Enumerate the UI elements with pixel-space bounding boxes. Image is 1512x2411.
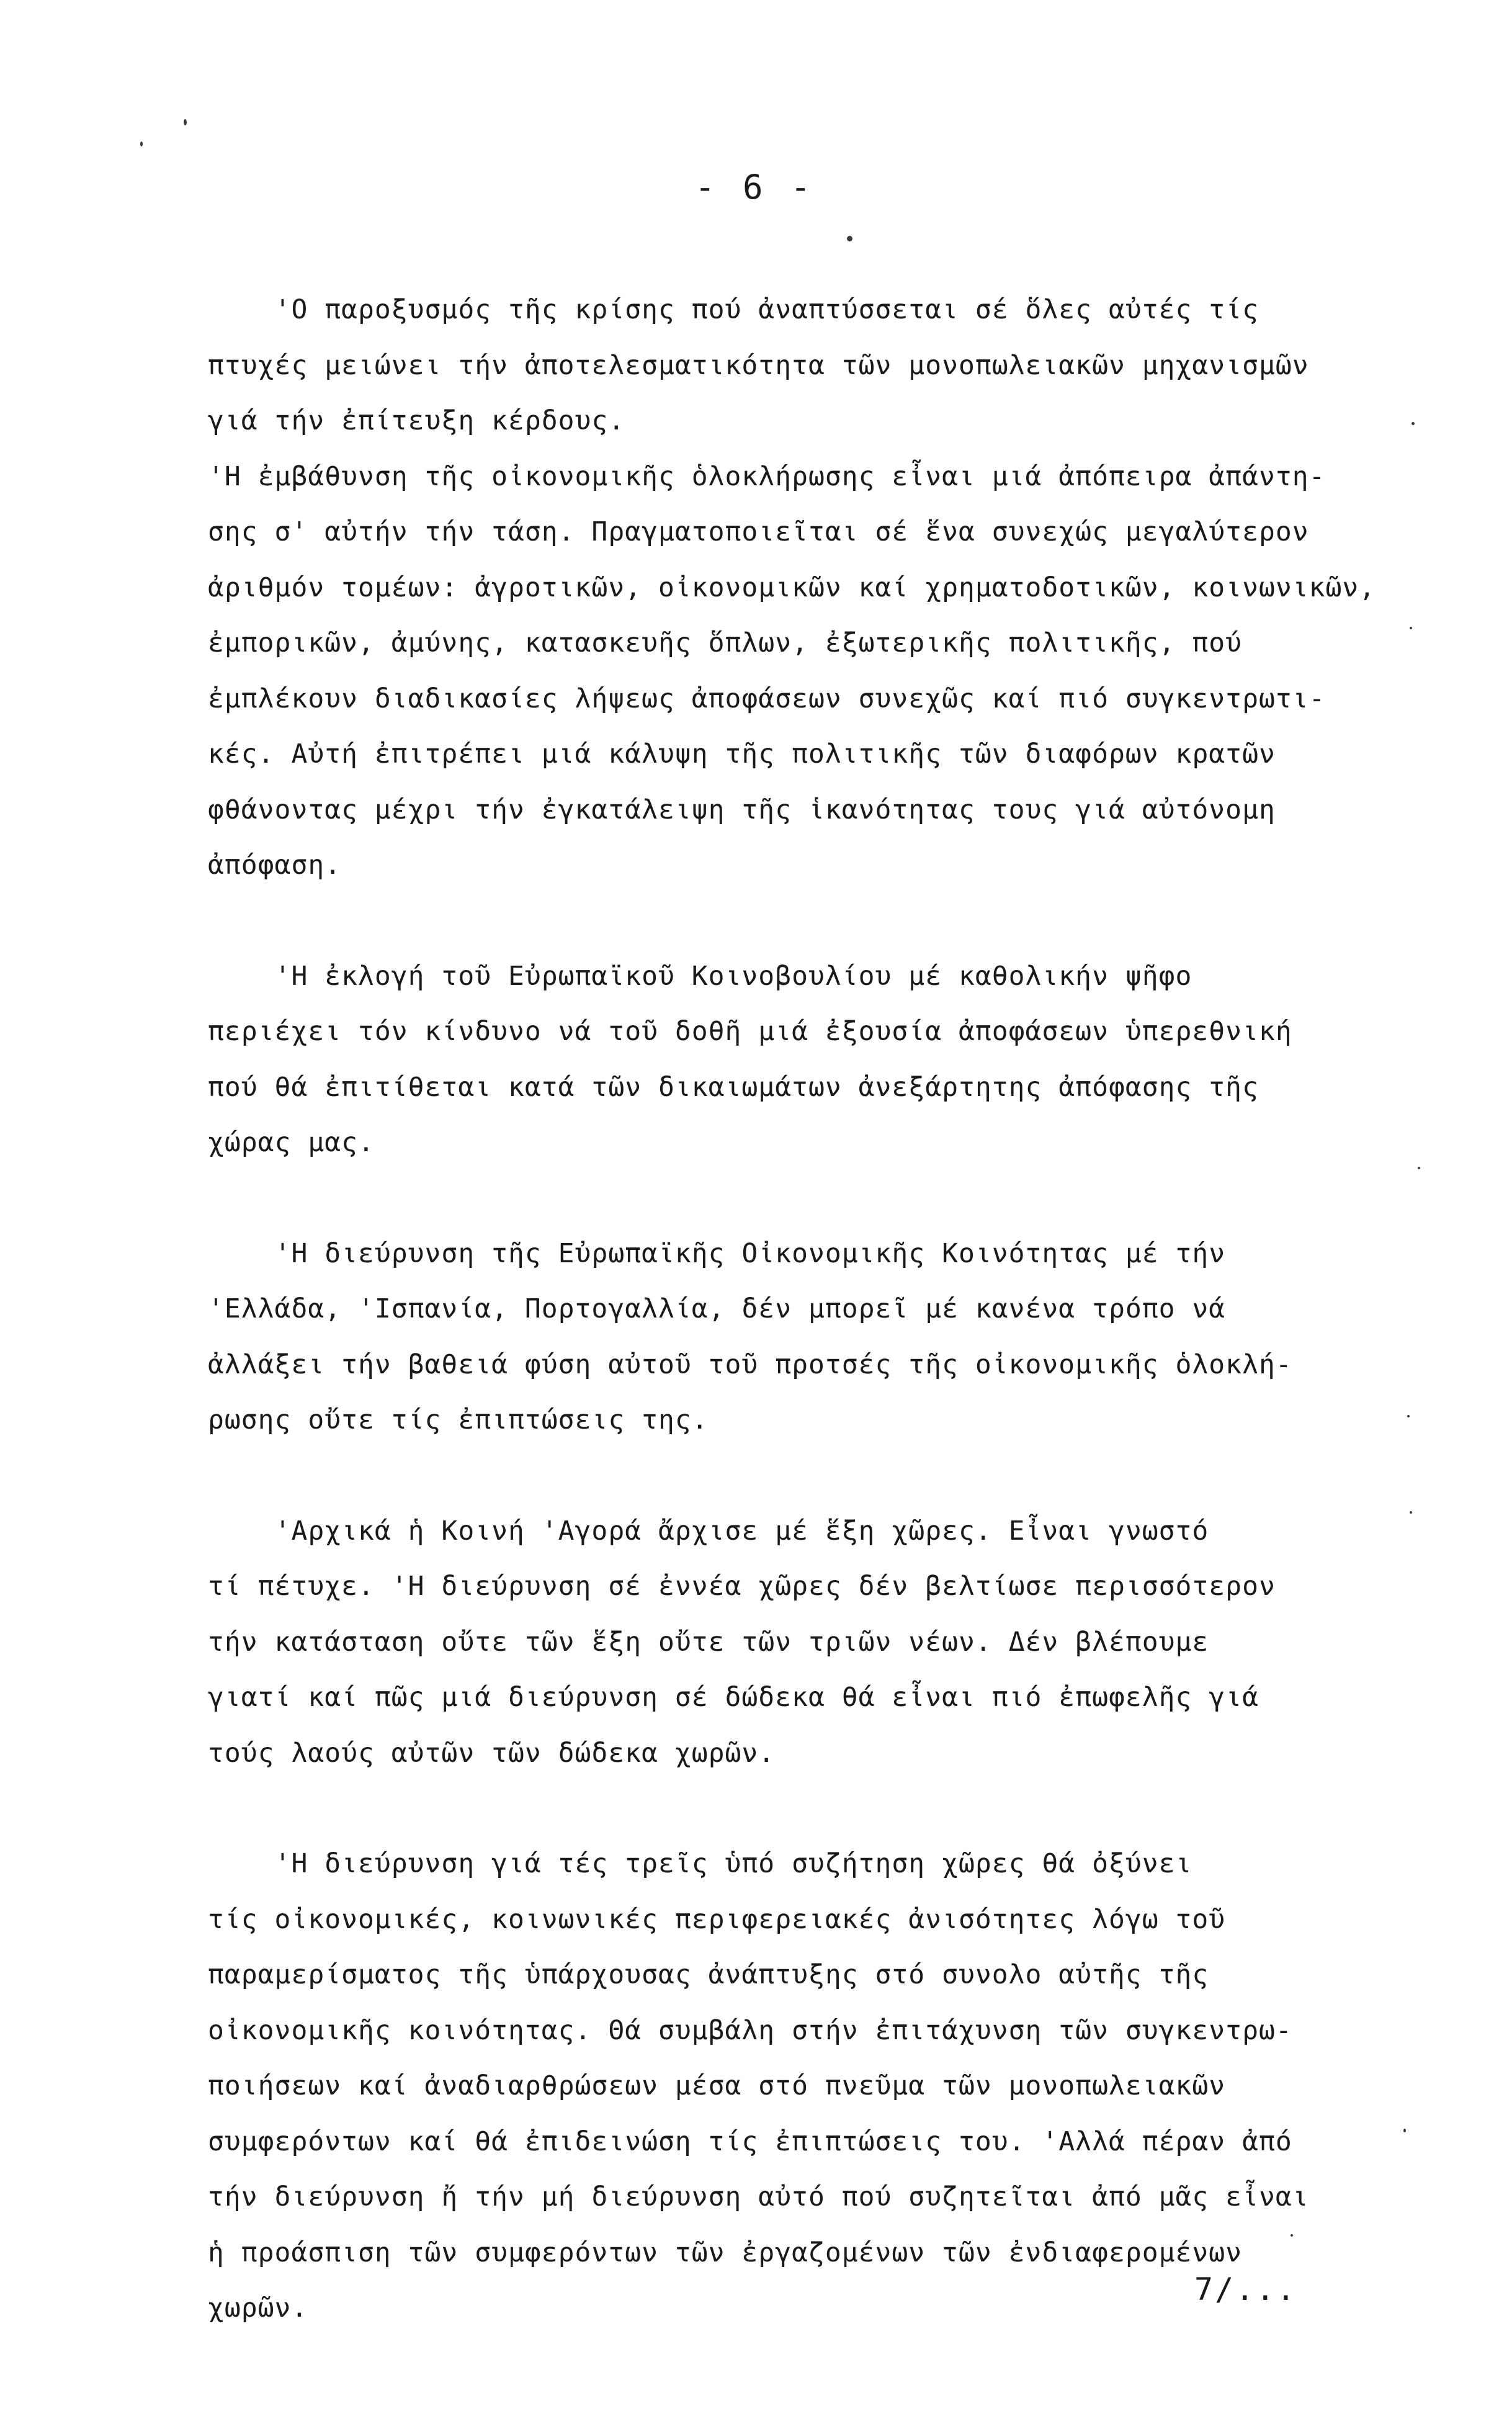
scan-speck	[847, 236, 852, 241]
scan-speck	[1418, 1167, 1420, 1169]
text-line: ἀπόφαση.	[208, 850, 342, 881]
paragraph-crisis	[208, 282, 1424, 894]
text-line: κές. Αὐτή ἐπιτρέπει μιά κάλυψη τῆς πολιτικῆς τῶν διαφόρων κρατῶν	[208, 739, 1276, 770]
paragraph-inequalities	[208, 1836, 1424, 2337]
scan-speck	[184, 119, 187, 125]
text-line: τούς λαούς αὐτῶν τῶν δώδεκα χωρῶν.	[208, 1737, 776, 1769]
text-line: γιατί καί πῶς μιά διεύρυνση σέ δώδεκα θά εἶναι πιό ἐπωφελῆς γιά	[208, 1682, 1259, 1713]
text-line: τήν κατάσταση οὔτε τῶν ἕξη οὔτε τῶν τριῶν νέων. Δέν βλέπουμε	[208, 1626, 1209, 1658]
text-line: ἐμπορικῶν, ἀμύνης, κατασκευῆς ὅπλων, ἐξωτερικῆς πολιτικῆς, πού	[208, 627, 1243, 658]
text-line: χώρας μας.	[208, 1127, 375, 1158]
text-line: ποιήσεων καί ἀναδιαρθρώσεων μέσα στό πνεῦμα τῶν μονοπωλειακῶν	[208, 2070, 1226, 2101]
scan-speck	[140, 141, 143, 146]
text-line: τί πέτυχε. 'Η διεύρυνση σέ ἐννέα χῶρες δέν βελτίωσε περισσότερον	[208, 1571, 1276, 1602]
scan-speck	[1291, 2234, 1293, 2237]
text-line: 'Ο παροξυσμός τῆς κρίσης πού ἀναπτύσσεται σέ ὅλες αὐτές τίς	[208, 294, 1259, 325]
continuation-marker: 7/...	[1194, 2271, 1297, 2307]
page-number: - 6 -	[695, 168, 815, 207]
paragraph-enlargement	[208, 1226, 1424, 1448]
text-line: 'Η ἐκλογή τοῦ Εὐρωπαϊκοῦ Κοινοβουλίου μέ καθολικήν ψῆφο	[208, 960, 1192, 992]
scan-speck	[1407, 1415, 1410, 1417]
text-line: τήν διεύρυνση ἤ τήν μή διεύρυνση αὐτό πού συζητεῖται ἀπό μᾶς εἶναι	[208, 2181, 1309, 2212]
text-line: 'Ελλάδα, 'Ισπανία, Πορτογαλλία, δέν μπορεῖ μέ κανένα τρόπο νά	[208, 1293, 1226, 1324]
text-line: γιά τήν ἐπίτευξη κέρδους.	[208, 405, 625, 436]
text-line: περιέχει τόν κίνδυνο νά τοῦ δοθῆ μιά ἐξουσία ἀποφάσεων ὑπερεθνική	[208, 1016, 1292, 1047]
scan-speck	[1410, 1511, 1412, 1514]
text-line: παραμερίσματος τῆς ὑπάρχουσας ἀνάπτυξης στό συνολο αὐτῆς τῆς	[208, 1959, 1209, 1990]
text-line: 'Η διεύρυνση γιά τές τρεῖς ὑπό συζήτηση χῶρες θά ὀξύνει	[208, 1848, 1192, 1879]
body-text	[208, 282, 1424, 2337]
text-line: πού θά ἐπιτίθεται κατά τῶν δικαιωμάτων ἀνεξάρτητης ἀπόφασης τῆς	[208, 1071, 1259, 1103]
text-line: 'Η ἐμβάθυνση τῆς οἰκονομικῆς ὁλοκλήρωσης εἶναι μιά ἀπόπειρα ἀπάντη-	[208, 460, 1326, 492]
scan-speck	[1403, 2129, 1406, 2132]
text-line: σης σ' αὐτήν τήν τάση. Πραγματοποιεῖται σέ ἕνα συνεχώς μεγαλύτερον	[208, 516, 1309, 547]
text-line: τίς οἰκονομικές, κοινωνικές περιφερειακές ἀνισότητες λόγω τοῦ	[208, 1903, 1226, 1935]
text-line: συμφερόντων καί θά ἐπιδεινώση τίς ἐπιπτώσεις του. 'Αλλά πέραν ἀπό	[208, 2126, 1292, 2157]
text-line: ἐμπλέκουν διαδικασίες λήψεως ἀποφάσεων συνεχῶς καί πιό συγκεντρωτι-	[208, 683, 1326, 714]
text-line: χωρῶν.	[208, 2292, 308, 2323]
paragraph-european-parliament	[208, 949, 1424, 1171]
text-line: 'Η διεύρυνση τῆς Εὐρωπαϊκῆς Οἰκονομικῆς Κοινότητας μέ τήν	[208, 1237, 1226, 1269]
scan-speck	[1411, 422, 1415, 425]
text-line: 'Αρχικά ἡ Κοινή 'Αγορά ἄρχισε μέ ἕξη χῶρες. Εἶναι γνωστό	[208, 1515, 1209, 1547]
text-line: πτυχές μειώνει τήν ἀποτελεσματικότητα τῶν μονοπωλειακῶν μηχανισμῶν	[208, 349, 1309, 381]
text-line: ρωσης οὔτε τίς ἐπιπτώσεις της.	[208, 1404, 709, 1435]
paragraph-common-market	[208, 1504, 1424, 1782]
text-line: οἰκονομικῆς κοινότητας. Θά συμβάλη στήν ἐπιτάχυνση τῶν συγκεντρω-	[208, 2014, 1292, 2046]
text-line: ἀριθμόν τομέων: ἀγροτικῶν, οἰκονομικῶν καί χρηματοδοτικῶν, κοινωνικῶν,	[208, 572, 1376, 603]
text-line: ἀλλάξει τήν βαθειά φύση αὐτοῦ τοῦ προτσές τῆς οἰκονομικῆς ὁλοκλή-	[208, 1349, 1292, 1380]
text-line: ἡ προάσπιση τῶν συμφερόντων τῶν ἐργαζομένων τῶν ἐνδιαφερομένων	[208, 2237, 1243, 2268]
text-line: φθάνοντας μέχρι τήν ἐγκατάλειψη τῆς ἱκανότητας τους γιά αὐτόνομη	[208, 794, 1276, 825]
scan-speck	[1410, 627, 1412, 629]
